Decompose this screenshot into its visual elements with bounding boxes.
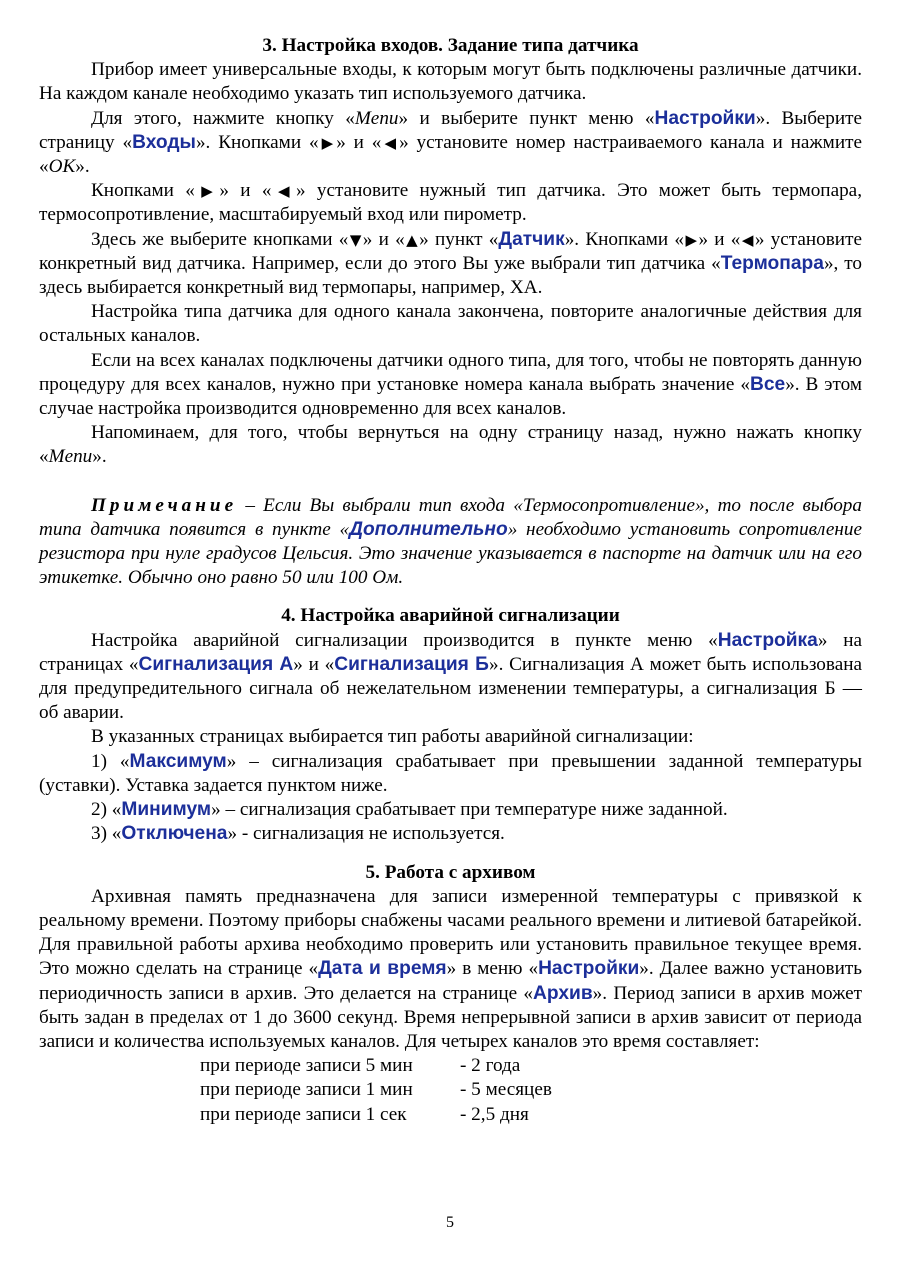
arrow-left-icon: ◀ <box>381 133 400 152</box>
s3-paragraph-5: Настройка типа датчика для одного канала закончена, повторите аналогичные действия для остальных каналов. <box>39 301 862 347</box>
page-date-time: Дата и время <box>318 958 447 980</box>
page-alarm-a: Сигнализация А <box>138 653 294 675</box>
arrow-down-icon: ▼ <box>348 230 363 249</box>
menu-button-label: Menu <box>48 446 93 468</box>
value-minimum: Минимум <box>121 799 212 821</box>
s5-paragraph-1: Архивная память предназначена для записи измеренной температуры с привязкой к реальному времени. Поэтому приборы снабжены часами реального времени и литиевой батарейкой. Для правильной работы архива необходимо проверить или установить правильное текущее время. Это можно сделать на странице «Дата и время» в меню «Настройки». Далее важно установить периодичность записи в архив. Это делается на странице «Архив». Период записи в архив может быть задан в пределах от 1 до 3600 секунд. Время непрерывной записи в архив зависит от периода записи и количества используемых каналов. Для четырех каналов это время составляет: <box>39 885 862 1052</box>
page-archive: Архив <box>533 982 593 1004</box>
table-row: при периоде записи 5 мин - 2 года <box>200 1055 521 1077</box>
value-thermocouple: Термопара <box>720 252 824 274</box>
arrow-right-icon: ▶ <box>318 133 337 152</box>
s4-list-item-1: 1) «Максимум» – сигнализация срабатывает при превышении заданной температуры (уставки). Уставка задается пунктом ниже. <box>39 750 862 796</box>
table-row: при периоде записи 1 мин - 5 месяцев <box>200 1079 552 1101</box>
document-page <box>39 34 862 1127</box>
arrow-left-icon: ◀ <box>271 182 296 201</box>
s3-paragraph-2: Для этого, нажмите кнопку «Menu» и выберите пункт меню «Настройки». Выберите страницу «Входы». Кнопками «▶» и «◀» установите номер настраиваемого канала и нажмите «OK». <box>39 107 862 178</box>
s4-list-item-3: 3) «Отключена» - сигнализация не используется. <box>91 823 505 845</box>
menu-item-setting: Настройка <box>717 629 818 651</box>
section-3-title: 3. Настройка входов. Задание типа датчика <box>262 35 639 56</box>
note-paragraph: Примечание – Если Вы выбрали тип входа «Термосопротивление», то после выбора типа датчика появится в пункте «Дополнительно» необходимо установить сопротивление резистора при нуле градусов Цельсия. Это значение указывается в паспорте на датчик или на его этикетке. Обычно оно равно 50 или 100 Ом. <box>39 494 862 589</box>
menu-item-sensor: Датчик <box>498 228 565 250</box>
s3-paragraph-6: Если на всех каналах подключены датчики одного типа, для того, чтобы не повторять данную процедуру для всех каналов, нужно при установке номера канала выбрать значение «Все». В этом случае настройка производится одновременно для всех каналов. <box>39 349 862 420</box>
s3-paragraph-1: Прибор имеет универсальные входы, к которым могут быть подключены различные датчики. На каждом канале необходимо указать тип используемого датчика. <box>39 59 862 105</box>
s3-paragraph-3: Кнопками «▶» и «◀» установите нужный тип датчика. Это может быть термопара, термосопротивление, масштабируемый вход или пирометр. <box>39 180 862 226</box>
arrow-up-icon: ▲ <box>404 230 420 249</box>
value-maximum: Максимум <box>129 750 227 772</box>
note-title: Примечание <box>91 494 238 516</box>
s3-paragraph-4: Здесь же выберите кнопками «▼» и «▲» пункт «Датчик». Кнопками «▶» и «◀» установите конкретный вид датчика. Например, если до этого Вы уже выбрали тип датчика «Термопара», то здесь выбирается конкретный вид термопары, например, ХА. <box>39 228 862 299</box>
page-number: 5 <box>446 1214 454 1231</box>
menu-item-settings: Настройки <box>654 107 756 129</box>
ok-button-label: OK <box>48 156 76 178</box>
arrow-right-icon: ▶ <box>194 182 220 201</box>
s4-paragraph-1: Настройка аварийной сигнализации производится в пункте меню «Настройка» на страницах «Сигнализация А» и «Сигнализация Б». Сигнализация А может быть использована для предупредительного сигнала об нежелательном изменении температуры, а сигнализация Б — об аварии. <box>39 629 862 724</box>
menu-item-settings: Настройки <box>538 958 640 980</box>
menu-button-label: Menu <box>354 107 399 129</box>
value-all: Все <box>749 373 786 395</box>
value-disabled: Отключена <box>121 823 228 845</box>
archive-duration-table <box>39 1054 862 1127</box>
section-4-title: 4. Настройка аварийной сигнализации <box>281 605 620 627</box>
page-alarm-b: Сигнализация Б <box>334 653 489 675</box>
arrow-right-icon: ▶ <box>684 230 699 249</box>
arrow-left-icon: ◀ <box>740 230 755 249</box>
s3-paragraph-7: Напоминаем, для того, чтобы вернуться на одну страницу назад, нужно нажать кнопку «Menu». <box>39 422 862 468</box>
s4-list-item-2: 2) «Минимум» – сигнализация срабатывает при температуре ниже заданной. <box>91 799 728 821</box>
s4-paragraph-2: В указанных страницах выбирается тип работы аварийной сигнализации: <box>91 726 694 748</box>
section-5-title: 5. Работа с архивом <box>365 861 536 883</box>
table-row: при периоде записи 1 сек - 2,5 дня <box>200 1103 529 1125</box>
menu-item-additional: Дополнительно <box>349 518 508 540</box>
page-inputs: Входы <box>132 131 196 153</box>
